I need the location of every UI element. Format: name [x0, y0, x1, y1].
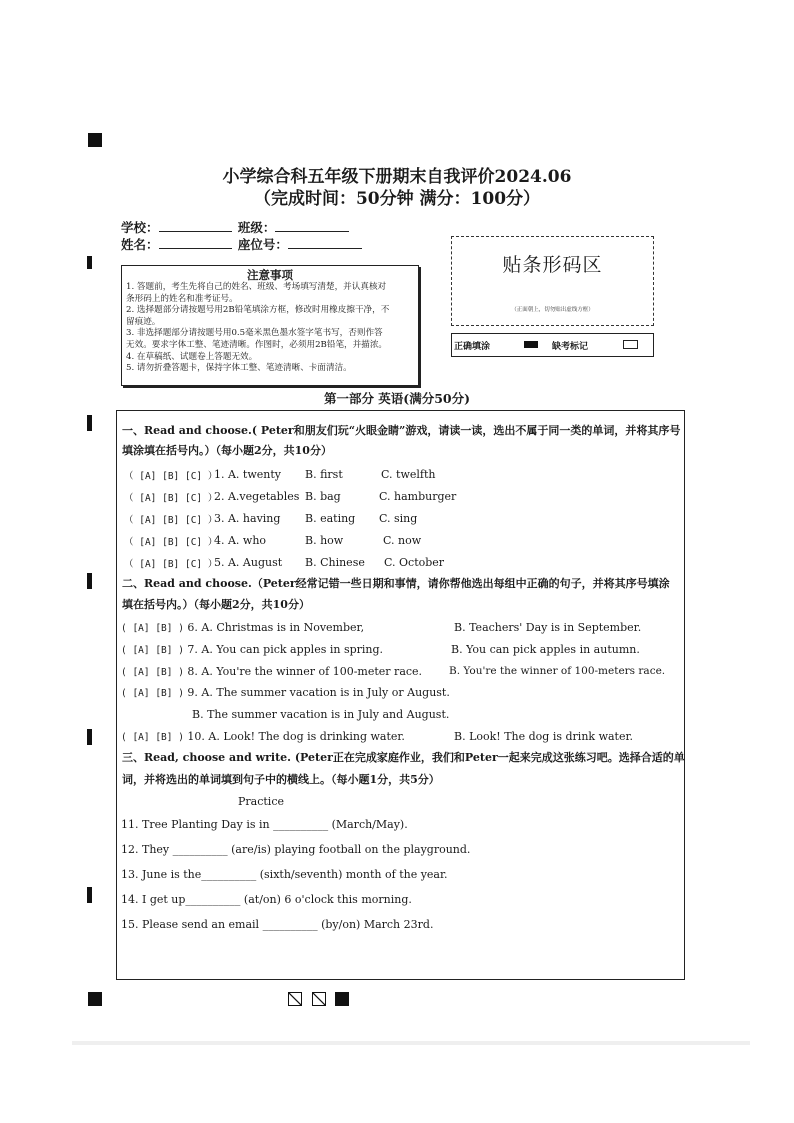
notice-box [121, 265, 419, 386]
page-bottom-divider [72, 1041, 750, 1045]
option-a: 5. A. August [214, 556, 283, 569]
option-a: 2. A.vegetables [214, 490, 300, 503]
timing-mark [87, 415, 92, 431]
fill-blank-question[interactable]: 12. They __________ (are/is) playing football on the playground. [121, 843, 471, 856]
option-a: 6. A. Christmas is in November, [187, 621, 365, 634]
class-field[interactable] [275, 219, 349, 232]
absent-mark-box[interactable] [623, 340, 638, 349]
timing-mark [87, 573, 92, 589]
timing-mark [87, 729, 92, 745]
answer-bubbles[interactable]: （ [A] [B] [C] ） [124, 493, 218, 504]
option-b: B. Look! The dog is drink water. [454, 730, 634, 743]
option-c: C. sing [379, 512, 418, 525]
answer-bubbles[interactable]: ( [A] [B] ) [121, 623, 184, 634]
name-label: 姓名： [121, 237, 159, 252]
question-row [121, 643, 383, 656]
option-b: B. Teachers' Day is in September. [454, 621, 642, 634]
page-mark-box [288, 992, 302, 1006]
notice-item: 2. 选择题部分请按题号用2B铅笔填涂方框，修改时用橡皮擦干净，不 [126, 305, 390, 316]
option-a: 4. A. who [214, 534, 267, 547]
fill-blank-question[interactable]: 15. Please send an email __________ (by/on) March 23rd. [121, 918, 434, 931]
option-a: 1. A. twenty [214, 468, 281, 481]
question-row [121, 621, 364, 634]
section-3-heading-line-1: 三、Read, choose and write. (Peter正在完成家庭作业，我们和Peter一起来完成这张练习吧。选择合适的单 [122, 751, 685, 764]
diagonal-icon [289, 993, 301, 1005]
option-a: 9. A. The summer vacation is in July or August. [187, 686, 450, 699]
question-row [124, 512, 418, 526]
option-c: C. now [383, 534, 422, 547]
name-field[interactable] [159, 236, 232, 249]
class-label: 班级： [237, 220, 276, 235]
option-b: B. You're the winner of 100-meters race. [449, 665, 666, 677]
diagonal-icon [313, 993, 325, 1005]
student-info-row-2 [121, 235, 362, 253]
answer-bubbles[interactable]: （ [A] [B] [C] ） [124, 515, 218, 526]
school-field[interactable] [159, 219, 232, 232]
barcode-hint: （正面朝上，切勿贴出虚线方框） [511, 307, 594, 313]
section-1-heading-line-2: 填涂填在括号内。）（每小题2分，共10分） [122, 444, 332, 457]
option-c: C. October [384, 556, 445, 569]
fill-example-box [451, 333, 654, 357]
notice-item: 条形码上的姓名和准考证号。 [126, 293, 238, 304]
page-subtitle: （完成时间：50分钟 满分：100分） [253, 189, 541, 209]
notice-item: 留痕迹。 [126, 316, 161, 327]
question-row [124, 534, 422, 548]
notice-item: 1. 答题前，考生先将自己的姓名、班级、考场填写清楚，并认真核对 [126, 282, 387, 292]
option-a: 10. A. Look! The dog is drinking water. [187, 730, 405, 743]
barcode-area [451, 236, 654, 326]
notice-item: 4. 在草稿纸、试题卷上答题无效。 [126, 351, 258, 362]
student-info-row-1 [121, 218, 349, 236]
absent-mark-label: 缺考标记 [552, 342, 589, 352]
seat-label: 座位号： [237, 237, 288, 252]
correct-fill-swatch [524, 341, 538, 348]
barcode-title: 贴条形码区 [502, 254, 603, 276]
option-b: B. bag [305, 490, 341, 503]
corner-mark-top-left [88, 133, 102, 147]
answer-bubbles[interactable]: （ [A] [B] [C] ） [124, 471, 218, 482]
notice-item: 无效。要求字体工整、笔迹清晰。作图时，必须用2B铅笔，并描浓。 [126, 339, 388, 350]
part-heading: 第一部分 英语(满分50分) [323, 391, 471, 406]
answer-bubbles[interactable]: ( [A] [B] ) [121, 667, 184, 678]
section-2-heading-line-1: 二、Read and choose.（Peter经常记错一些日期和事情，请你帮他选出每组中正确的句子，并将其序号填涂 [122, 577, 670, 590]
question-row [124, 468, 436, 482]
question-row [121, 686, 450, 699]
page-title: 小学综合科五年级下册期末自我评价2024.06 [222, 167, 572, 187]
practice-label: Practice [238, 795, 284, 808]
question-row [124, 490, 457, 504]
notice-title: 注意事项 [247, 268, 293, 282]
answer-bubbles[interactable]: （ [A] [B] [C] ） [124, 559, 218, 570]
option-c: C. twelfth [381, 468, 436, 481]
option-a: 8. A. You're the winner of 100-meter race. [187, 665, 423, 678]
option-b: B. You can pick apples in autumn. [451, 643, 640, 656]
seat-field[interactable] [288, 236, 362, 249]
section-1-heading-line-1: 一、Read and choose.( Peter和朋友们玩“火眼金睛”游戏，请读一读，选出不属于同一类的单词，并将其序号 [122, 424, 681, 437]
option-c: C. hamburger [379, 490, 457, 503]
page-mark-box-filled [335, 992, 349, 1006]
question-row [121, 665, 422, 678]
fill-blank-question[interactable]: 11. Tree Planting Day is in __________ (March/May). [121, 818, 408, 831]
fill-blank-question[interactable]: 14. I get up__________ (at/on) 6 o'clock this morning. [121, 893, 412, 906]
correct-fill-label: 正确填涂 [454, 342, 491, 352]
option-b: B. first [305, 468, 343, 481]
school-label: 学校： [121, 220, 159, 235]
question-row [121, 730, 405, 743]
answer-bubbles[interactable]: ( [A] [B] ) [121, 645, 184, 656]
timing-mark [87, 887, 92, 903]
answer-bubbles[interactable]: ( [A] [B] ) [121, 688, 184, 699]
fill-blank-question[interactable]: 13. June is the__________ (sixth/seventh) month of the year. [121, 868, 448, 881]
notice-item: 5. 请勿折叠答题卡，保持字体工整、笔迹清晰、卡面清洁。 [126, 363, 352, 374]
option-b: B. The summer vacation is in July and August. [192, 708, 450, 721]
answer-bubbles[interactable]: ( [A] [B] ) [121, 732, 184, 743]
option-b: B. Chinese [305, 556, 365, 569]
question-row [124, 556, 445, 570]
corner-mark-bottom-left [88, 992, 102, 1006]
option-b: B. eating [305, 512, 356, 525]
notice-item: 3. 非选择题部分请按题号用0.5毫米黑色墨水签字笔书写，否则作答 [126, 328, 383, 339]
timing-mark [87, 256, 92, 269]
option-b: B. how [305, 534, 344, 547]
section-3-heading-line-2: 词，并将选出的单词填到句子中的横线上。（每小题1分，共5分） [122, 773, 440, 786]
section-2-heading-line-2: 填在括号内。）（每小题2分，共10分） [122, 598, 310, 611]
answer-bubbles[interactable]: （ [A] [B] [C] ） [124, 537, 218, 548]
page-mark-box [312, 992, 326, 1006]
option-a: 3. A. having [214, 512, 281, 525]
option-a: 7. A. You can pick apples in spring. [187, 643, 384, 656]
